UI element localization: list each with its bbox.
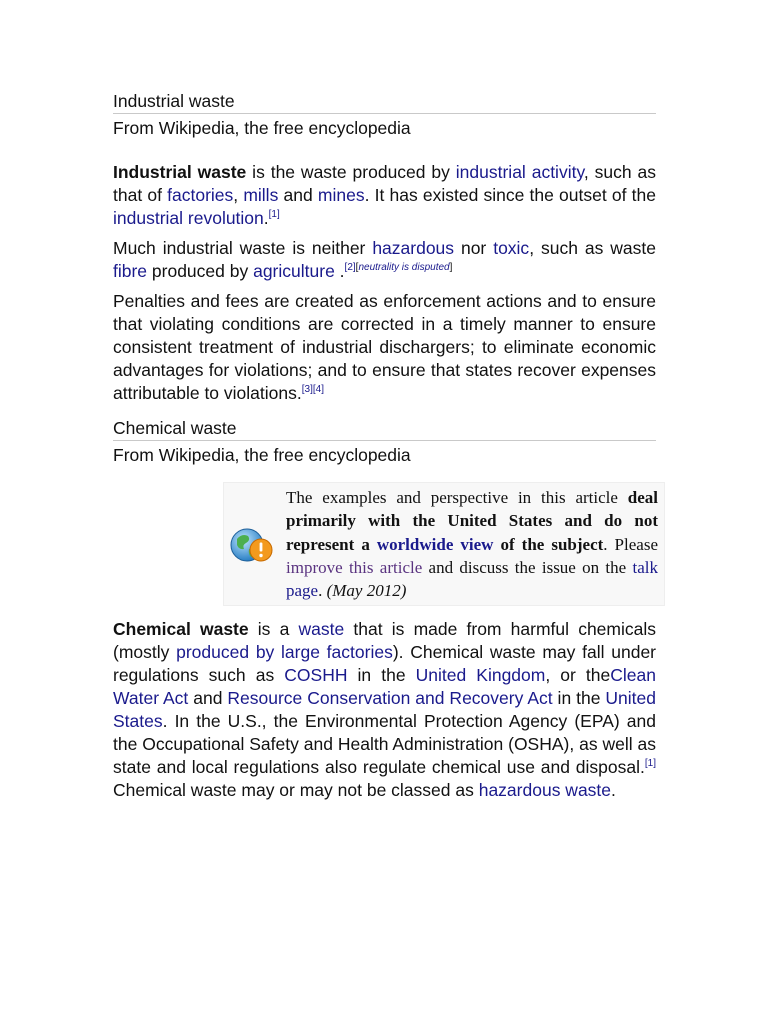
notice-text [286,486,658,602]
paragraph-industrial-1 [113,161,656,230]
text: . [318,581,327,601]
bold-term: Chemical waste [113,619,249,639]
bold-text: of the subject [493,534,604,554]
link-worldwide-view[interactable]: worldwide view [376,534,494,554]
text: Much industrial waste is neither [113,238,373,258]
text: in the [347,665,416,685]
text: and discuss the issue on the [422,557,633,577]
text: The examples and perspective in this article [286,488,628,507]
text: that is made from harmful chemicals (mostly [113,619,657,662]
section-title-chemical: Chemical waste [113,418,237,438]
bold-text: deal primarily with the United States and do not represent a [286,488,658,554]
link-mines[interactable]: mines [317,185,365,205]
link-produced-by-large-factories[interactable]: produced by large factories [176,642,393,662]
text: . It has existed since the outset of the [364,185,656,205]
citation-link[interactable]: [3] [301,384,313,395]
text: nor [454,238,494,258]
text: and [188,688,228,708]
citation-link[interactable]: [4] [312,384,324,395]
document-page [113,90,656,809]
link-hazardous-waste[interactable]: hazardous waste [478,780,612,800]
paragraph-industrial-2 [113,237,656,283]
text: . [334,261,345,281]
citation-link[interactable]: [2] [344,262,356,273]
link-clean-water-act[interactable]: Clean Water Act [113,665,656,708]
source-line: From Wikipedia, the free encyclopedia [113,118,411,138]
heading-divider [113,113,656,114]
text: Chemical waste may or may not be classed as [113,780,479,800]
link-improve-this-article[interactable]: improve this article [286,557,423,577]
text: , such as that of [113,162,656,205]
link-hazardous[interactable]: hazardous [372,238,455,258]
text: and [278,185,318,205]
link-resource-conservation-recovery-act[interactable]: Resource Conservation and Recovery Act [227,688,553,708]
text: produced by [147,261,254,281]
paragraph-industrial-3 [113,290,656,405]
link-toxic[interactable]: toxic [493,238,530,258]
text: , [233,185,244,205]
text: is the waste produced by [246,162,456,182]
link-mills[interactable]: mills [243,185,279,205]
section-title-industrial: Industrial waste [113,91,235,111]
text: , or the [545,665,611,685]
link-waste[interactable]: waste [298,619,345,639]
link-industrial-activity[interactable]: industrial activity [455,162,584,182]
heading-divider [113,440,656,441]
link-united-kingdom[interactable]: United Kingdom [415,665,546,685]
bracket: ] [449,262,453,273]
globalize-notice-box [223,482,665,606]
link-talk-page[interactable]: talk page [286,557,658,601]
link-coshh[interactable]: COSHH [284,665,348,685]
link-agriculture[interactable]: agriculture [253,261,335,281]
citation-link[interactable]: [1] [268,209,280,220]
paragraph-chemical-1 [113,618,656,802]
text: in the [552,688,606,708]
bracket: [ [355,262,359,273]
text: . [611,780,616,800]
text: is a [248,619,299,639]
citation-link[interactable]: [1] [644,758,656,769]
text: Penalties and fees are created as enforcement actions and to ensure that violating conditions are corrected in a timely manner to ensure consistent treatment of industrial dischargers; to eliminate economic advantages for violations; and to ensure that states recover expenses attributable to violations. [113,291,656,403]
text: . In the U.S., the Environmental Protection Agency (EPA) and the Occupational Safety and Health Administration (OSHA), as well as state and local regulations also regulate chemical use and disposal. [113,711,656,777]
bold-term: Industrial waste [113,162,247,182]
text: . Please [603,534,658,554]
text: , such as waste [529,238,656,258]
text: . [263,208,269,228]
link-industrial-revolution[interactable]: industrial revolution [113,208,264,228]
neutrality-disputed-link[interactable]: neutrality is disputed [358,262,450,273]
text: ). Chemical waste may fall under regulations such as [113,642,657,685]
globe-warning-icon [229,525,275,565]
link-factories[interactable]: factories [167,185,234,205]
link-fibre[interactable]: fibre [113,261,148,281]
notice-date: (May 2012) [326,581,407,601]
link-united-states[interactable]: United States [113,688,656,731]
source-line: From Wikipedia, the free encyclopedia [113,445,411,465]
